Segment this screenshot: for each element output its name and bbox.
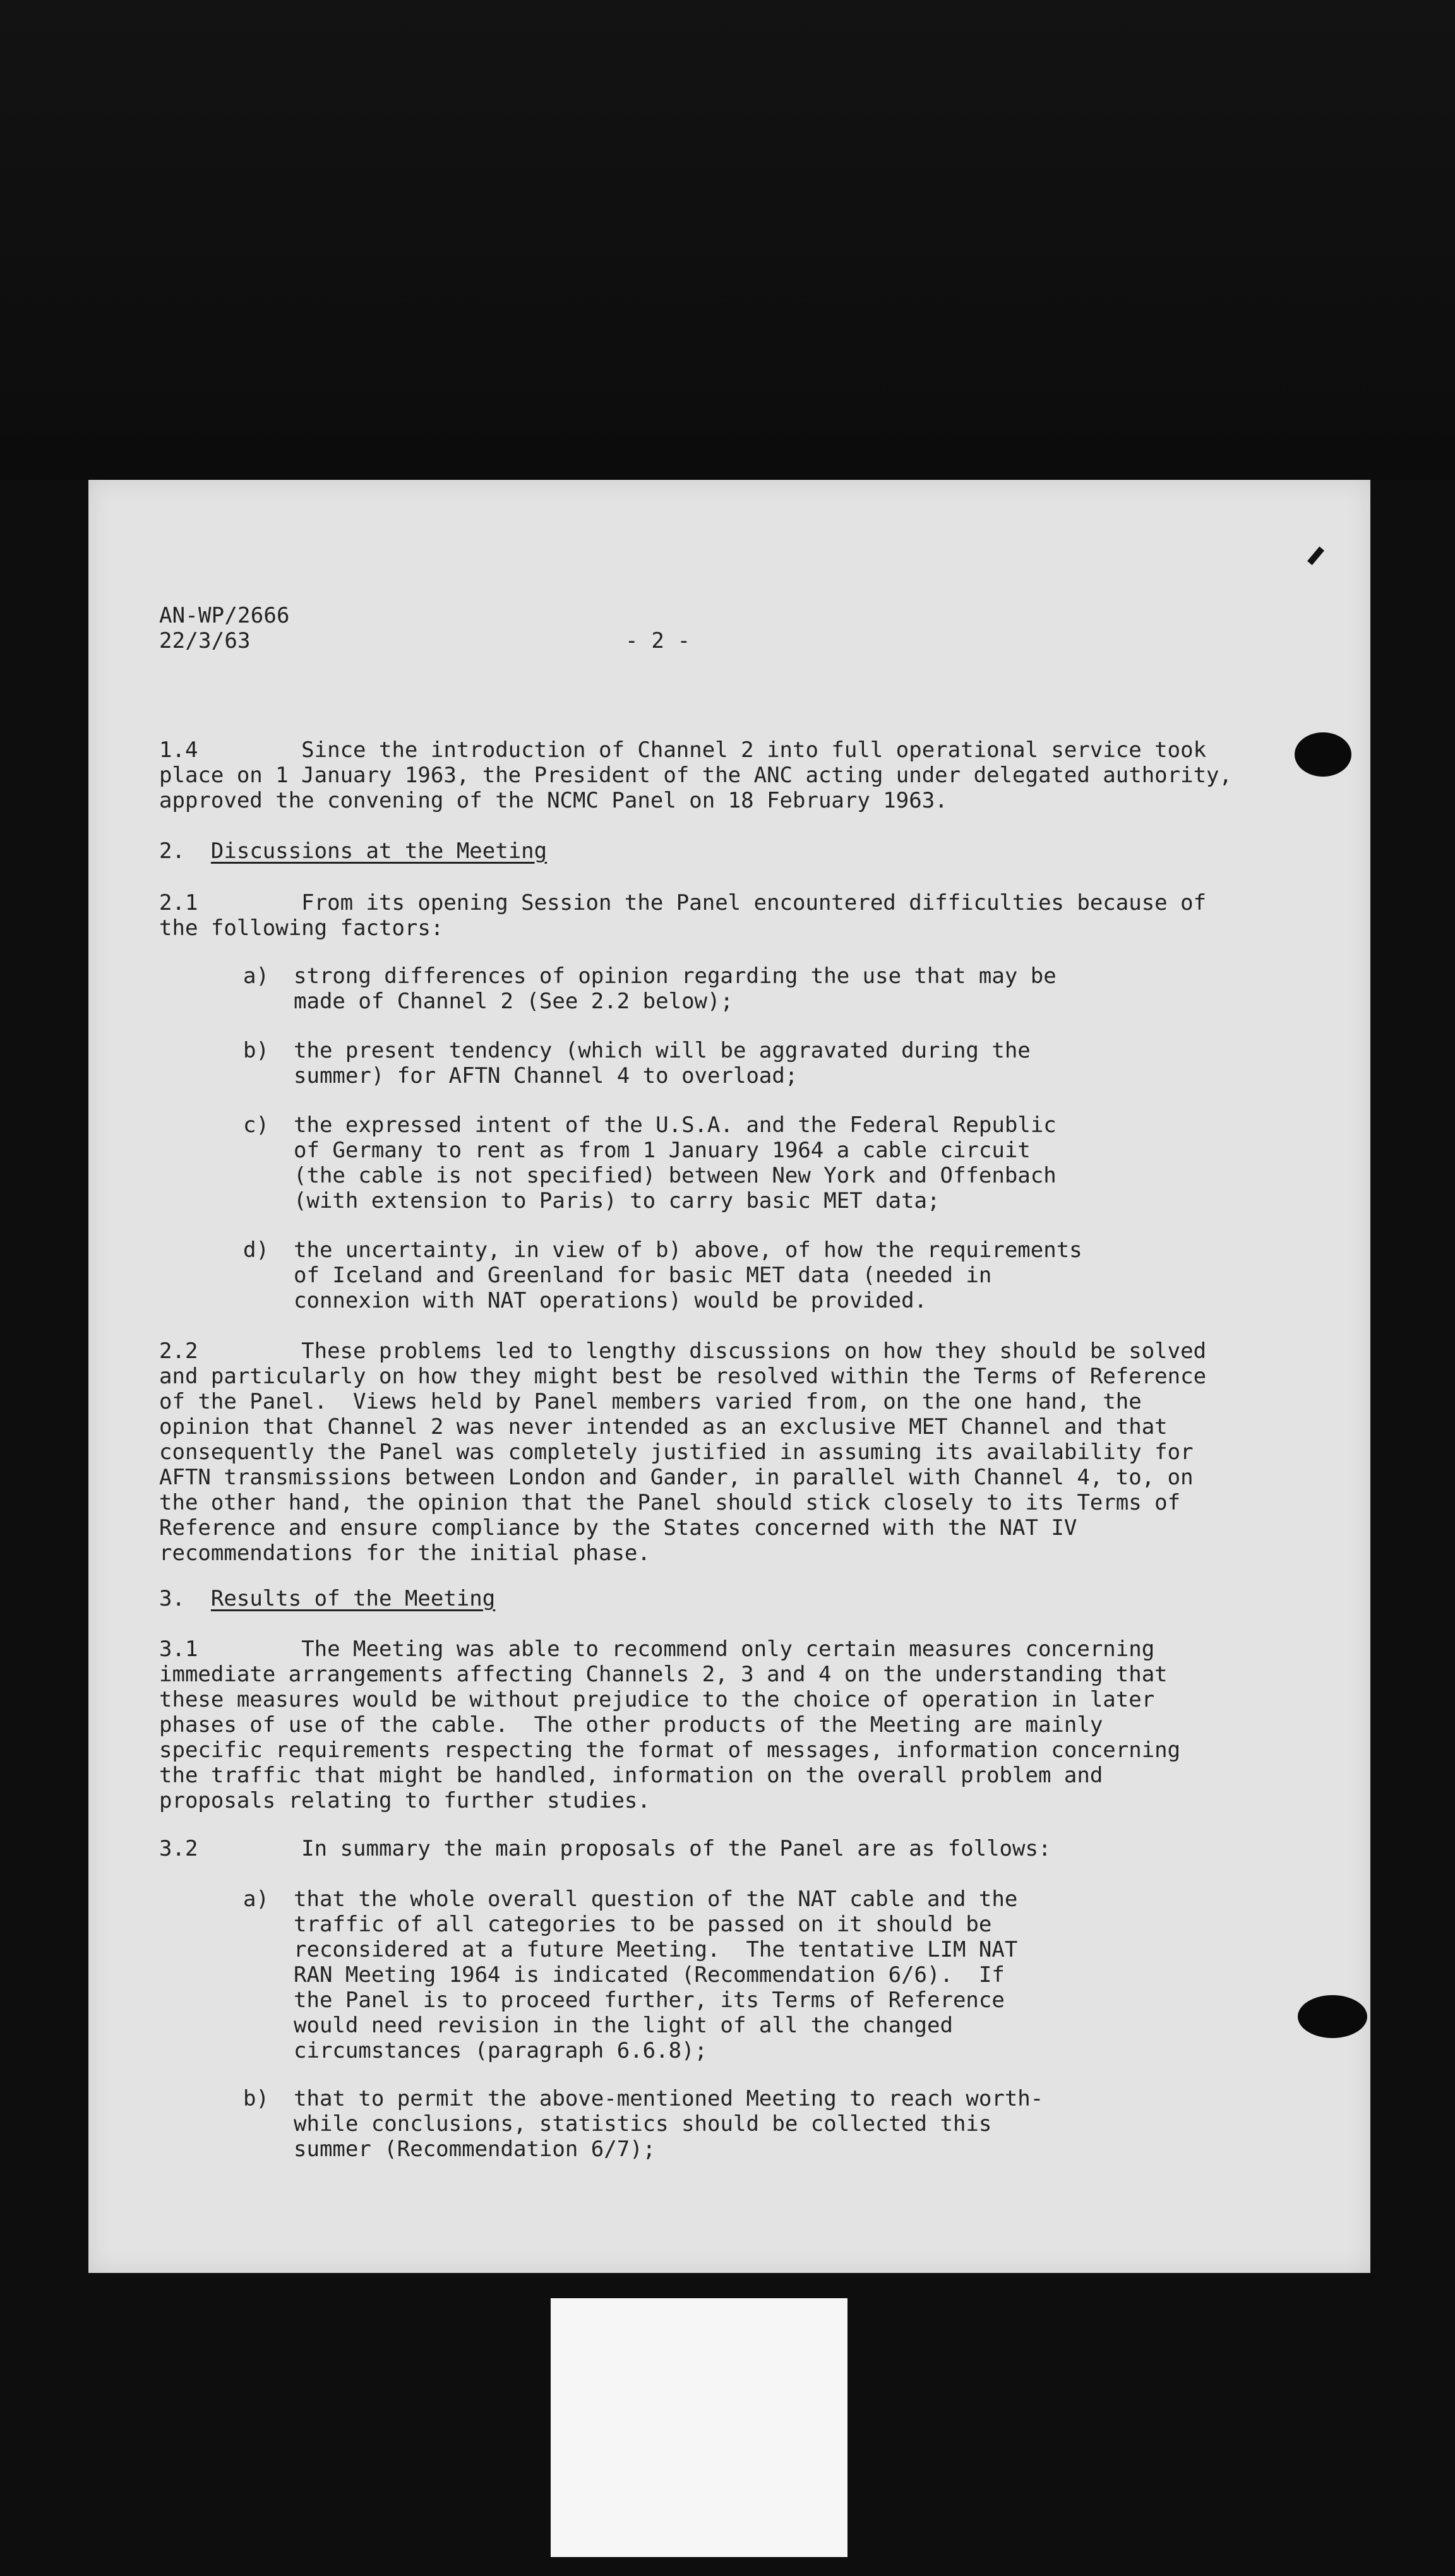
text-line: the Panel is to proceed further, its Terms of Reference: [294, 1988, 1005, 2013]
document-reference: AN-WP/2666: [159, 603, 290, 628]
paragraph-2-1: [159, 890, 1271, 941]
section-title: Results of the Meeting: [210, 1586, 496, 1611]
text-line: the following factors:: [159, 915, 444, 941]
text-line: summer (Recommendation 6/7);: [294, 2137, 656, 2162]
section-2-heading: [159, 838, 1271, 864]
item-label: b): [243, 1038, 269, 1063]
text-line: of Germany to rent as from 1 January 1964 a cable circuit: [294, 1138, 1031, 1163]
text-line: opinion that Channel 2 was never intended as an exclusive MET Channel and that: [159, 1414, 1168, 1440]
paragraph-3-2: [159, 1836, 1271, 1861]
text-line: recommendations for the initial phase.: [159, 1541, 650, 1566]
text-line: approved the convening of the NCMC Panel on 18 February 1963.: [159, 788, 948, 813]
document-date: 22/3/63: [159, 628, 251, 653]
section-title: Discussions at the Meeting: [210, 838, 548, 864]
text-line: (with extension to Paris) to carry basic MET data;: [294, 1188, 940, 1213]
text-line: the present tendency (which will be aggravated during the: [294, 1038, 1031, 1063]
text-line: the traffic that might be handled, information on the overall problem and: [159, 1763, 1103, 1788]
text-line: 3.2 In summary the main proposals of the Panel are as follows:: [159, 1836, 1051, 1861]
text-line: 3.1 The Meeting was able to recommend only certain measures concerning: [159, 1637, 1155, 1662]
item-label: d): [243, 1237, 269, 1263]
film-label-card: [551, 2298, 847, 2557]
text-line: 1.4 Since the introduction of Channel 2 into full operational service took: [159, 737, 1207, 763]
text-line: while conclusions, statistics should be collected this: [294, 2111, 992, 2137]
film-background: [0, 0, 1455, 480]
text-line: reconsidered at a future Meeting. The tentative LIM NAT: [294, 1937, 1018, 1962]
item-label: a): [243, 963, 269, 989]
document-page: [88, 480, 1370, 2273]
text-line: and particularly on how they might best be resolved within the Terms of Reference: [159, 1364, 1207, 1389]
text-line: these measures would be without prejudice to the choice of operation in later: [159, 1687, 1155, 1712]
text-line: of the Panel. Views held by Panel members varied from, on the one hand, the: [159, 1389, 1142, 1414]
text-line: immediate arrangements affecting Channels 2, 3 and 4 on the understanding that: [159, 1662, 1168, 1687]
section-3-heading: [159, 1586, 1271, 1611]
text-line: Reference and ensure compliance by the States concerned with the NAT IV: [159, 1515, 1077, 1541]
item-label: b): [243, 2086, 269, 2111]
text-line: strong differences of opinion regarding the use that may be: [294, 963, 1057, 989]
paragraph-2-2: [159, 1339, 1271, 1566]
item-label: a): [243, 1887, 269, 1912]
text-line: RAN Meeting 1964 is indicated (Recommendation 6/6). If: [294, 1962, 1005, 1988]
text-line: summer) for AFTN Channel 4 to overload;: [294, 1063, 798, 1088]
text-line: the other hand, the opinion that the Panel should stick closely to its Terms of: [159, 1490, 1181, 1515]
text-line: (the cable is not specified) between New York and Offenbach: [294, 1163, 1057, 1188]
paragraph-1-4: [159, 737, 1271, 813]
punch-hole-bottom: [1298, 1995, 1367, 2038]
text-line: that the whole overall question of the NAT cable and the: [294, 1887, 1018, 1912]
text-line: specific requirements respecting the format of messages, information concerning: [159, 1738, 1181, 1763]
text-line: that to permit the above-mentioned Meeting to reach worth-: [294, 2086, 1044, 2111]
text-line: AFTN transmissions between London and Gander, in parallel with Channel 4, to, on: [159, 1465, 1194, 1490]
text-line: 2.2 These problems led to lengthy discussions on how they should be solved: [159, 1339, 1207, 1364]
item-label: c): [243, 1112, 269, 1138]
text-line: place on 1 January 1963, the President of the ANC acting under delegated authority,: [159, 763, 1232, 788]
page-number: - 2 -: [625, 628, 691, 653]
text-line: circumstances (paragraph 6.6.8);: [294, 2038, 708, 2063]
text-line: consequently the Panel was completely justified in assuming its availability for: [159, 1440, 1194, 1465]
text-line: of Iceland and Greenland for basic MET data (needed in: [294, 1263, 992, 1288]
section-number: 3.: [159, 1586, 185, 1611]
text-line: would need revision in the light of all the changed: [294, 2013, 953, 2038]
text-line: made of Channel 2 (See 2.2 below);: [294, 989, 733, 1014]
text-line: traffic of all categories to be passed on it should be: [294, 1912, 992, 1937]
film-mark: [1307, 547, 1339, 578]
text-line: phases of use of the cable. The other products of the Meeting are mainly: [159, 1712, 1103, 1738]
text-line: connexion with NAT operations) would be provided.: [294, 1288, 928, 1313]
section-number: 2.: [159, 838, 185, 864]
text-line: the uncertainty, in view of b) above, of how the requirements: [294, 1237, 1082, 1263]
text-line: proposals relating to further studies.: [159, 1788, 650, 1813]
text-line: 2.1 From its opening Session the Panel encountered difficulties because of: [159, 890, 1207, 915]
punch-hole-top: [1295, 732, 1351, 777]
text-line: the expressed intent of the U.S.A. and the Federal Republic: [294, 1112, 1057, 1138]
paragraph-3-1: [159, 1637, 1271, 1813]
